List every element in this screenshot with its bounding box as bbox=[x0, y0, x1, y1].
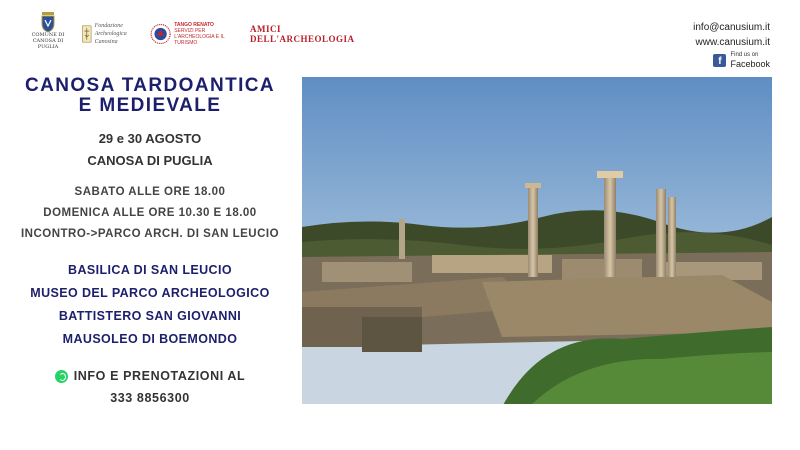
event-dates: 29 e 30 AGOSTO bbox=[98, 131, 202, 146]
event-title-line1: CANOSA TARDOANTICA bbox=[24, 75, 276, 96]
phone-number[interactable]: 333 8856300 bbox=[110, 391, 190, 405]
event-date-location bbox=[0, 128, 300, 172]
email-link[interactable]: info@canusium.it bbox=[693, 22, 770, 33]
tango-caption-title: TANGO RENATO bbox=[174, 22, 214, 28]
info-label-row bbox=[0, 365, 300, 387]
amici-caption-line2: DELL'ARCHEOLOGIA bbox=[250, 34, 355, 44]
sites-list bbox=[0, 259, 300, 351]
fondazione-logo bbox=[82, 12, 136, 56]
event-location: CANOSA DI PUGLIA bbox=[87, 153, 213, 168]
comune-caption: COMUNE DI CANOSA DI PUGLIA bbox=[31, 32, 65, 50]
ruins-photo bbox=[302, 77, 772, 404]
info-label: INFO E PRENOTAZIONI AL bbox=[73, 369, 246, 383]
whatsapp-icon bbox=[55, 370, 68, 383]
comune-crest-logo bbox=[28, 12, 68, 56]
event-details bbox=[0, 76, 300, 409]
fondazione-emblem-icon bbox=[82, 16, 92, 52]
tango-caption-sub: SERVIZI PER L'ARCHEOLOGIA E IL TURISMO bbox=[174, 28, 225, 46]
tango-renato-logo bbox=[150, 12, 234, 56]
tango-emblem-icon bbox=[150, 15, 171, 53]
site-item: MAUSOLEO DI BOEMONDO bbox=[62, 332, 238, 346]
facebook-small-text: Find us on bbox=[730, 52, 759, 58]
amici-archeologia-logo bbox=[248, 12, 355, 56]
site-item: BASILICA DI SAN LEUCIO bbox=[68, 263, 232, 277]
site-item: BATTISTERO SAN GIOVANNI bbox=[58, 309, 242, 323]
facebook-big-text: Facebook bbox=[730, 59, 770, 69]
site-item: MUSEO DEL PARCO ARCHEOLOGICO bbox=[30, 286, 270, 300]
facebook-icon: f bbox=[713, 54, 726, 67]
crest-icon bbox=[40, 12, 56, 32]
event-schedule bbox=[0, 182, 300, 245]
amici-caption-line1: AMICI bbox=[250, 24, 281, 34]
schedule-item: SABATO ALLE ORE 18.00 bbox=[74, 186, 226, 198]
schedule-item: INCONTRO->PARCO ARCH. DI SAN LEUCIO bbox=[20, 228, 280, 240]
contact-block bbox=[693, 20, 770, 69]
event-title-line2: E MEDIEVALE bbox=[78, 95, 222, 116]
event-title bbox=[0, 76, 300, 116]
info-block bbox=[0, 365, 300, 409]
fondazione-caption: Fondazione Archeologica Canosina bbox=[94, 23, 127, 45]
website-link[interactable]: www.canusium.it bbox=[695, 37, 770, 48]
ruins-photo-illustration bbox=[302, 77, 772, 404]
schedule-item: DOMENICA ALLE ORE 10.30 E 18.00 bbox=[43, 207, 257, 219]
facebook-badge[interactable] bbox=[693, 51, 770, 69]
partner-logos bbox=[28, 12, 355, 56]
